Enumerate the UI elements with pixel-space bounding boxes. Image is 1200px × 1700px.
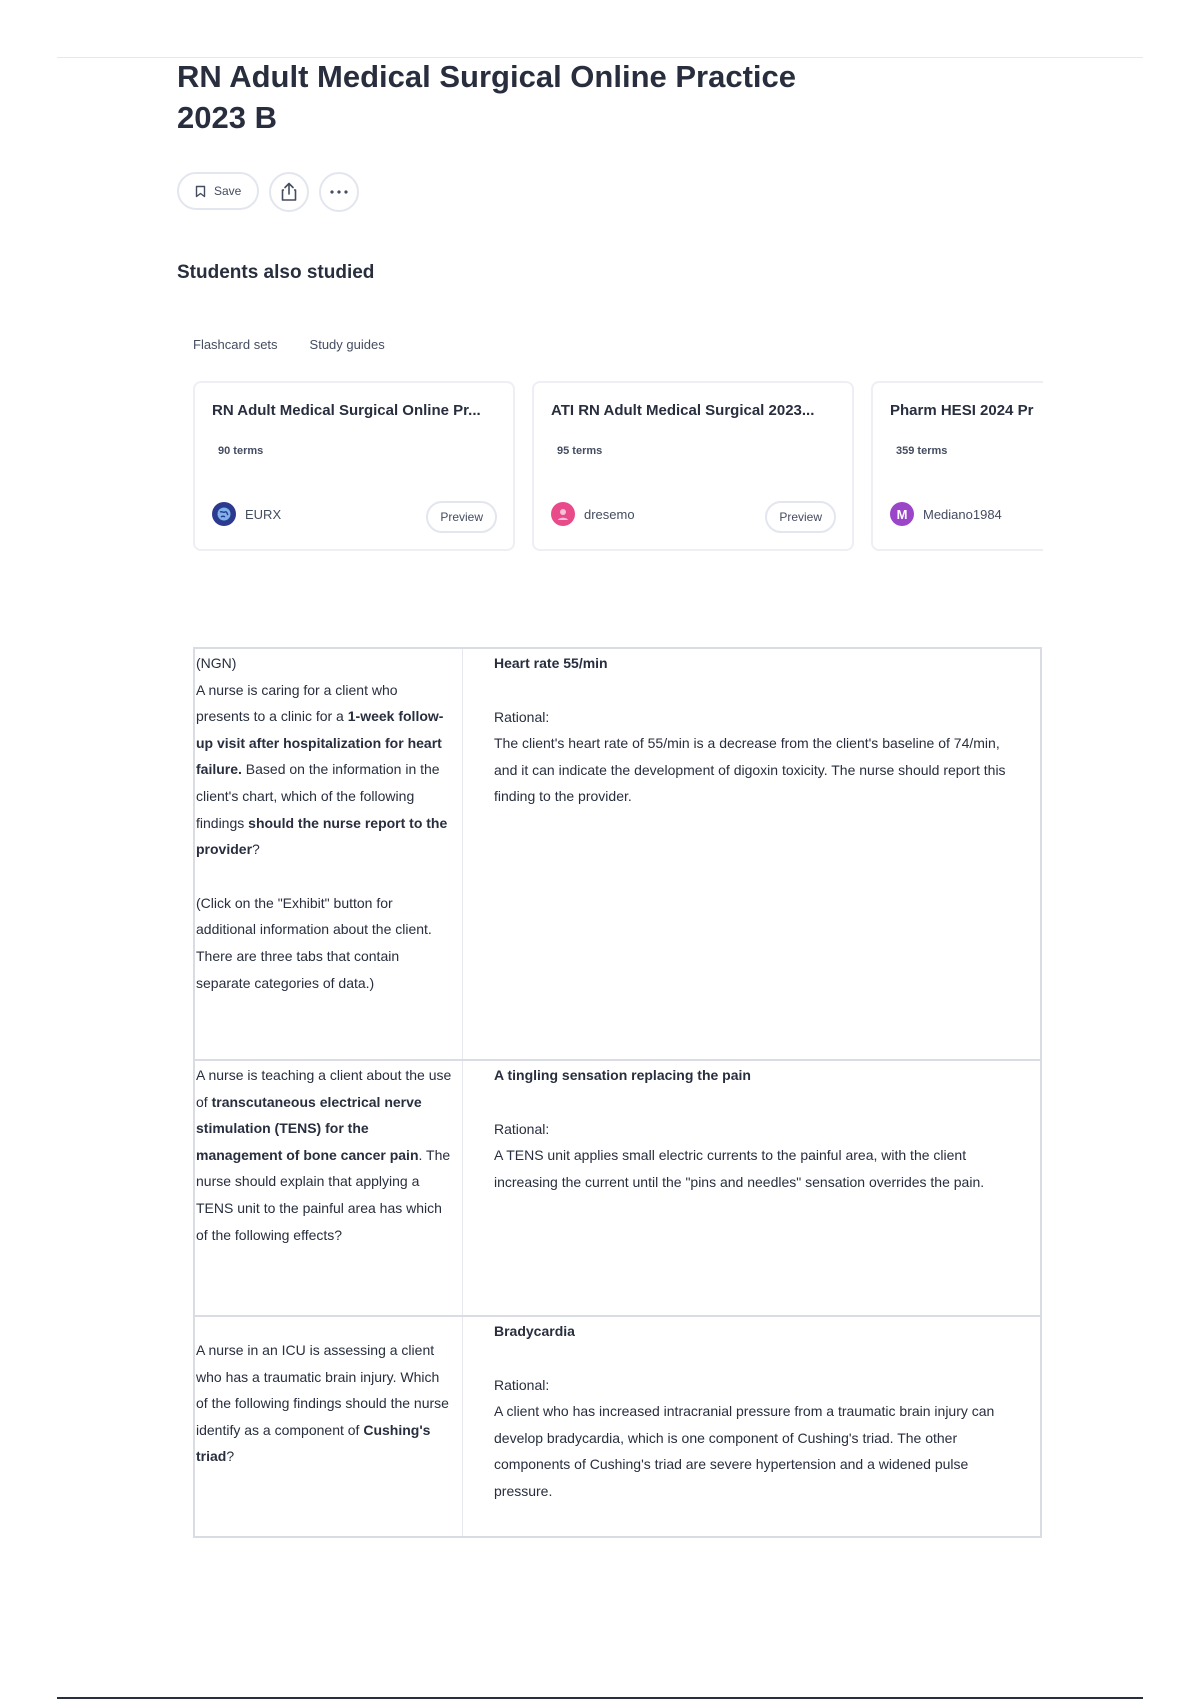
related-card[interactable] — [193, 381, 515, 551]
related-card[interactable] — [871, 381, 1043, 551]
author-name: Mediano1984 — [923, 506, 1002, 522]
card-title: Pharm HESI 2024 Pr — [890, 402, 1034, 419]
rationale-label: Rational: — [494, 1120, 550, 1137]
profile-photo-icon — [555, 506, 571, 522]
card-term-count: 359 terms — [896, 445, 948, 457]
terms-table — [193, 647, 1042, 1538]
answer-text: A tingling sensation replacing the pain — [494, 1067, 751, 1083]
answer-text: Bradycardia — [494, 1323, 575, 1339]
page-title: RN Adult Medical Surgical Online Practice 2023 B — [177, 59, 797, 135]
definition-cell — [463, 1316, 1042, 1537]
bottom-divider — [57, 1697, 1143, 1699]
term-emphasis: Cushing's triad — [196, 1421, 431, 1465]
term-cell — [194, 1316, 463, 1537]
term-text: Based on the information in the client's chart, which of the following findings — [196, 761, 440, 831]
term-emphasis: 1-week follow-up visit after hospitalization for heart failure. — [196, 708, 444, 778]
card-author[interactable] — [212, 502, 281, 526]
term-emphasis: should the nurse report to the provider — [196, 814, 448, 858]
term-text: A nurse is teaching a client about the use of — [196, 1067, 452, 1110]
related-tabs — [193, 337, 385, 356]
term-note: (Click on the "Exhibit" button for additional information about the client. There are three tabs that contain separate categories of data.) — [196, 894, 432, 991]
author-name: EURX — [245, 506, 282, 522]
preview-button[interactable]: Preview — [426, 501, 497, 533]
rationale-label: Rational: — [494, 1376, 550, 1393]
table-row — [194, 1316, 1041, 1537]
term-cell — [194, 648, 463, 1060]
more-options-button[interactable] — [319, 172, 359, 212]
preview-button[interactable]: Preview — [765, 501, 836, 533]
tab-study-guides[interactable]: Study guides — [309, 337, 385, 352]
definition-cell — [463, 648, 1042, 1060]
save-label: Save — [214, 184, 242, 198]
rationale-text: The client's heart rate of 55/min is a decrease from the client's baseline of 74/min, and it can indicate the development of digoxin toxicity. The nurse should report this finding to the provider. — [494, 735, 1006, 805]
term-text: . The nurse should explain that applying a TENS unit to the painful area has which of the following effects? — [196, 1146, 451, 1243]
term-text: A nurse is caring for a client who presents to a clinic for a — [196, 681, 398, 725]
avatar — [212, 502, 236, 526]
term-cell — [194, 1060, 463, 1316]
rationale-label: Rational: — [494, 708, 550, 725]
card-author[interactable] — [551, 502, 635, 526]
rationale-text: A TENS unit applies small electric currents to the painful area, with the client increasing the current until the "pins and needles" sensation overrides the pain. — [494, 1147, 985, 1190]
students-also-studied-heading: Students also studied — [177, 262, 375, 283]
globe-avatar-icon — [216, 506, 232, 522]
avatar: M — [890, 502, 914, 526]
table-row — [194, 1060, 1041, 1316]
card-term-count: 95 terms — [557, 445, 603, 457]
share-icon — [280, 182, 298, 202]
avatar — [551, 502, 575, 526]
rationale-text: A client who has increased intracranial pressure from a traumatic brain injury can develop bradycardia, which is one component of Cushing's triad. The other components of Cushing's triad are severe hypertension and a widened pulse pressure. — [494, 1403, 995, 1499]
related-card[interactable] — [532, 381, 854, 551]
share-button[interactable] — [269, 172, 309, 212]
answer-text: Heart rate 55/min — [494, 655, 608, 671]
author-name: dresemo — [584, 506, 635, 522]
term-text: ? — [226, 1448, 235, 1465]
card-title: ATI RN Adult Medical Surgical 2023... — [551, 402, 815, 419]
bookmark-icon — [195, 185, 206, 198]
term-tag: (NGN) — [196, 655, 237, 671]
tab-flashcard-sets[interactable]: Flashcard sets — [193, 337, 278, 352]
card-author[interactable] — [890, 502, 1002, 526]
definition-cell — [463, 1060, 1042, 1316]
term-text: ? — [252, 841, 260, 858]
action-bar — [177, 172, 359, 212]
more-icon — [330, 190, 348, 194]
term-text: A nurse in an ICU is assessing a client who has a traumatic brain injury. Which of the following findings should the nurse identify as a component of — [196, 1342, 449, 1438]
related-cards-carousel — [193, 381, 1043, 553]
table-row — [194, 648, 1041, 1060]
term-emphasis: transcutaneous electrical nerve stimulation (TENS) for the management of bone cancer pain — [196, 1093, 422, 1163]
save-button[interactable] — [177, 172, 259, 210]
card-title: RN Adult Medical Surgical Online Pr... — [212, 402, 481, 419]
card-term-count: 90 terms — [218, 445, 264, 457]
